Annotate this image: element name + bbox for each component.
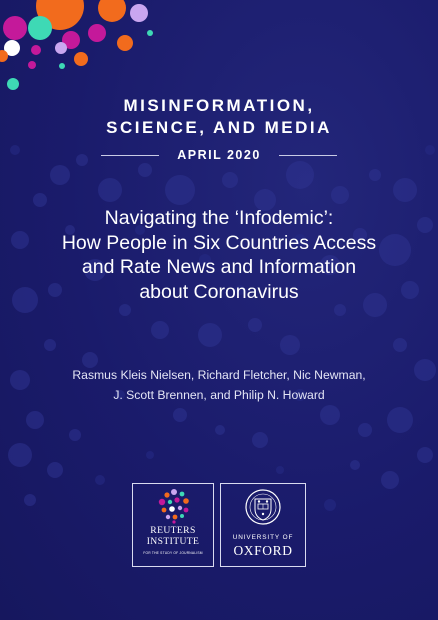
- reuters-name: [133, 526, 213, 547]
- report-title: [10, 206, 428, 304]
- title-line: Navigating the ‘Infodemic’:: [104, 207, 334, 229]
- reuters-institute-logo: [132, 483, 214, 567]
- divider-right: [279, 155, 337, 156]
- publication-date: APRIL 2020: [177, 148, 261, 162]
- oxford-university-of: UNIVERSITY OF: [232, 534, 294, 541]
- series-title: [0, 95, 438, 139]
- reuters-name-line: REUTERS: [150, 525, 196, 536]
- authors: [10, 365, 428, 405]
- reuters-subtitle: FOR THE STUDY OF JOURNALISM: [143, 551, 203, 555]
- divider-left: [101, 155, 159, 156]
- authors-line: J. Scott Brennen, and Philip N. Howard: [113, 388, 325, 402]
- title-line: How People in Six Countries Access: [61, 231, 377, 254]
- oxford-crest-icon: [245, 487, 281, 527]
- series-title-line-1: MISINFORMATION,: [123, 96, 315, 115]
- reuters-globe-icon: [157, 488, 191, 524]
- oxford-name: OXFORD: [233, 543, 293, 558]
- date-row: [0, 148, 438, 162]
- title-line: about Coronavirus: [139, 280, 299, 303]
- authors-line: Rasmus Kleis Nielsen, Richard Fletcher, Nic Newman,: [72, 368, 366, 382]
- oxford-logo: [220, 483, 306, 567]
- title-line: and Rate News and Information: [81, 256, 357, 278]
- series-title-line-2: SCIENCE, AND MEDIA: [106, 118, 332, 137]
- reuters-name-line: INSTITUTE: [146, 535, 200, 547]
